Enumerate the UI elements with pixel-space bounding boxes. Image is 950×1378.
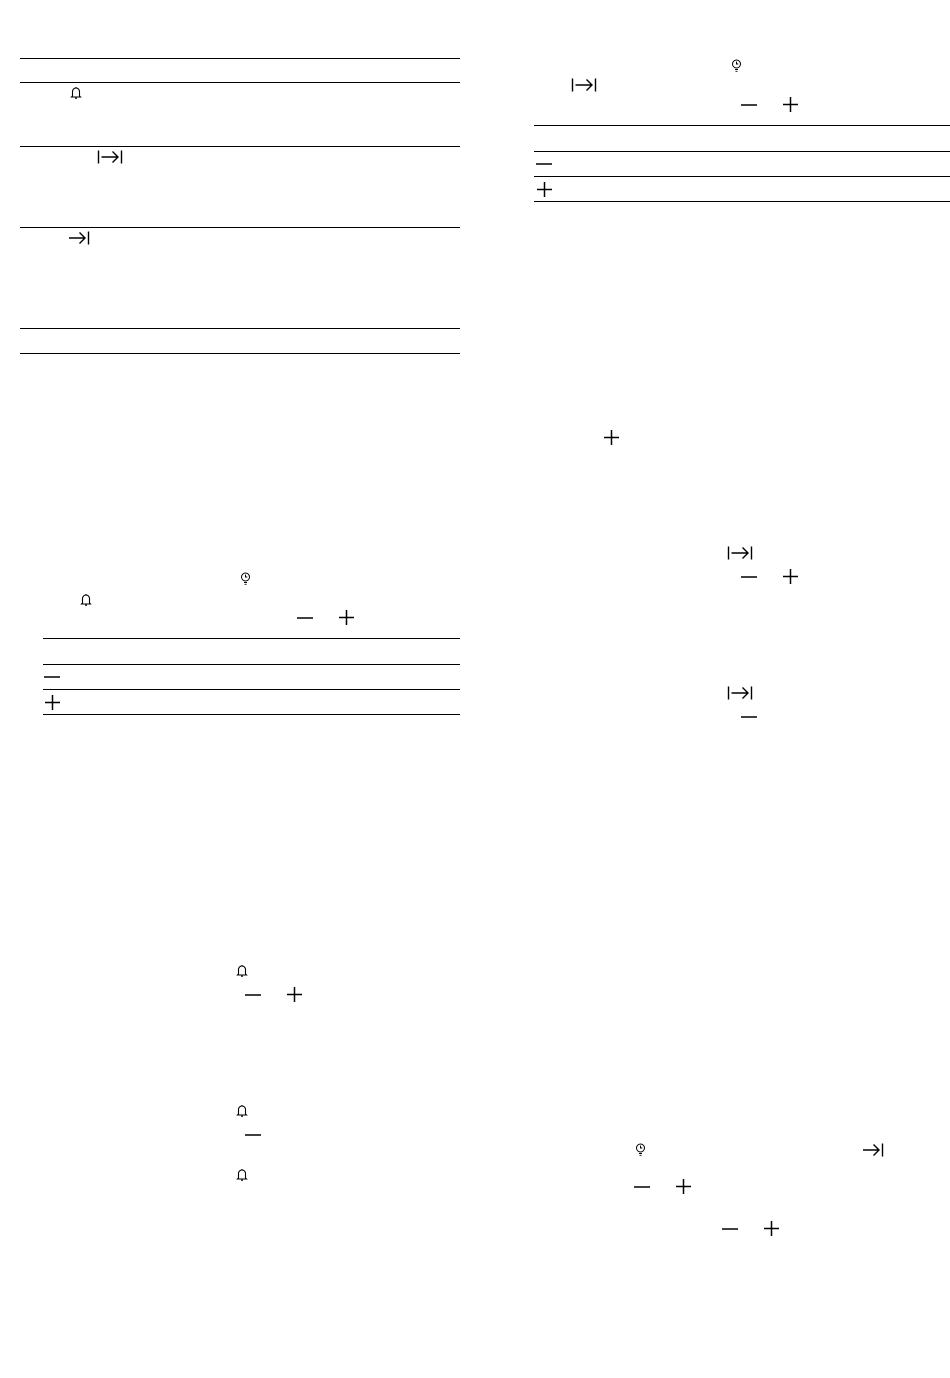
table-rule xyxy=(534,176,950,177)
table-rule xyxy=(20,82,460,83)
minus-icon xyxy=(536,162,552,166)
bell-icon xyxy=(80,593,92,607)
table-rule xyxy=(20,58,460,59)
plus-icon xyxy=(783,569,798,584)
table-rule xyxy=(20,353,460,354)
plus-icon xyxy=(537,182,552,197)
minus-icon xyxy=(741,575,757,579)
table-rule xyxy=(43,638,460,639)
duration-start-end-icon xyxy=(571,77,597,93)
bell-icon xyxy=(236,964,248,978)
plus-icon xyxy=(764,1221,779,1236)
table-rule xyxy=(20,328,460,329)
table-rule xyxy=(534,125,950,126)
table-rule xyxy=(43,714,460,715)
duration-start-end-icon xyxy=(727,685,753,701)
plus-icon xyxy=(287,987,302,1002)
table-rule xyxy=(20,227,460,228)
minus-icon xyxy=(634,1185,650,1189)
plus-icon xyxy=(339,610,354,625)
timer-clock-icon xyxy=(731,59,742,73)
bell-icon xyxy=(70,86,82,100)
bell-icon xyxy=(236,1104,248,1118)
bell-icon xyxy=(236,1168,248,1182)
plus-icon xyxy=(676,1179,691,1194)
timer-clock-icon xyxy=(635,1143,646,1157)
duration-start-end-icon xyxy=(727,545,753,561)
table-rule xyxy=(534,201,950,202)
table-rule xyxy=(43,664,460,665)
table-rule xyxy=(43,689,460,690)
plus-icon xyxy=(783,97,798,112)
minus-icon xyxy=(245,1133,261,1137)
end-time-arrow-icon xyxy=(68,230,90,246)
minus-icon xyxy=(722,1227,738,1231)
duration-start-end-icon xyxy=(97,149,123,165)
minus-icon xyxy=(245,993,261,997)
minus-icon xyxy=(44,675,60,679)
table-rule xyxy=(20,146,460,147)
table-rule xyxy=(534,151,950,152)
minus-icon xyxy=(297,616,313,620)
plus-icon xyxy=(604,430,619,445)
end-time-arrow-icon xyxy=(862,1142,884,1158)
timer-clock-icon xyxy=(240,572,251,586)
minus-icon xyxy=(741,103,757,107)
minus-icon xyxy=(741,715,757,719)
plus-icon xyxy=(45,695,60,710)
